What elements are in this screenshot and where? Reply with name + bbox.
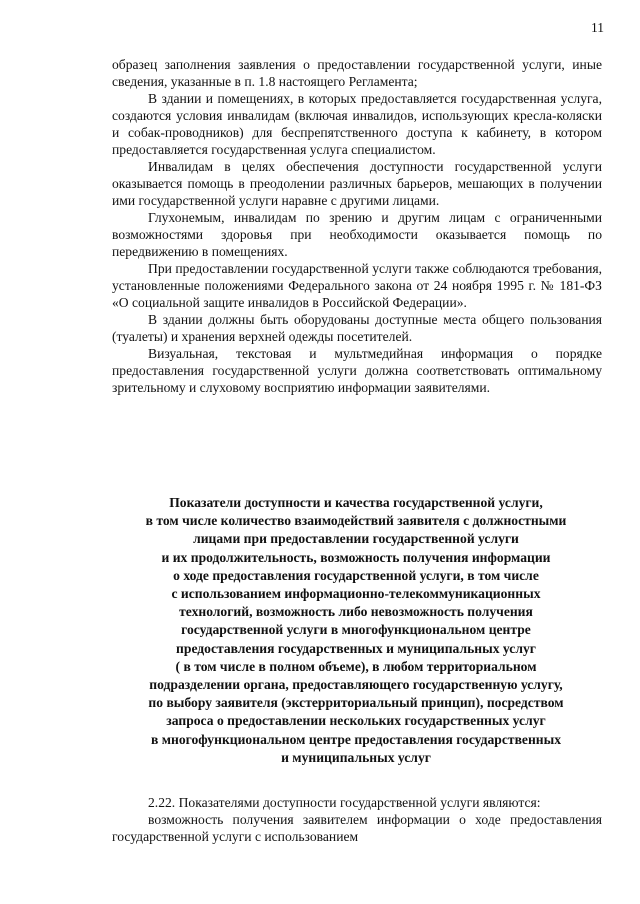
paragraph: В здании и помещениях, в которых предоставляется государственная услуга, создаются условия инвалидам (включая инвалидов, использующих кресла-коляски и собак-проводников) для беспрепятственного доступа к кабинету, в котором предоставляется государственная услуга специалистом. xyxy=(112,91,602,157)
heading-line: государственной услуги в многофункциональном центре xyxy=(181,622,531,638)
page-number: 11 xyxy=(591,20,604,35)
heading-line: и муниципальных услуг xyxy=(281,749,431,765)
section-2-22-item: возможность получения заявителем информации о ходе предоставления государственной услуги с использованием xyxy=(112,812,602,844)
heading-line: о ходе предоставления государственной услуги, в том числе xyxy=(173,567,539,583)
paragraph: В здании должны быть оборудованы доступные места общего пользования (туалеты) и хранения верхней одежды посетителей. xyxy=(112,312,602,344)
section-heading xyxy=(100,494,612,767)
heading-line: в многофункциональном центре предоставления государственных xyxy=(150,731,562,747)
heading-line: ( в том числе в полном объеме), в любом территориальном xyxy=(175,658,537,674)
heading-line: Показатели доступности и качества государственной услуги, xyxy=(169,495,543,510)
paragraph: образец заполнения заявления о предоставлении государственной услуги, иные сведения, указанные в п. 1.8 настоящего Регламента; xyxy=(112,57,602,89)
section-2-22-title: 2.22. Показателями доступности государственной услуги являются: xyxy=(148,795,541,810)
heading-line: технологий, возможность либо невозможность получения xyxy=(179,604,533,620)
heading-line: запроса о предоставлении нескольких государственных услуг xyxy=(166,713,546,729)
heading-line: предоставления государственных и муниципальных услуг xyxy=(176,640,536,656)
heading-line: и их продолжительность, возможность получения информации xyxy=(161,549,551,565)
section-2-22 xyxy=(112,794,602,845)
paragraph: Глухонемым, инвалидам по зрению и другим лицам с ограниченными возможностями здоровья при необходимости оказывается помощь по передвижению в помещениях. xyxy=(112,210,602,259)
heading-line: по выбору заявителя (экстерриториальный принцип), посредством xyxy=(148,695,564,711)
heading-line: лицами при предоставлении государственной услуги xyxy=(193,531,519,547)
heading-line: в том числе количество взаимодействий заявителя с должностными xyxy=(145,513,567,529)
body-text xyxy=(112,56,602,396)
paragraph: Визуальная, текстовая и мультмедийная информация о порядке предоставления государственной услуги должна соответствовать оптимальному зрительному и слуховому восприятию информации заявителями. xyxy=(112,346,602,395)
paragraph: Инвалидам в целях обеспечения доступности государственной услуги оказывается помощь в преодолении различных барьеров, мешающих в получении ими государственной услуги наравне с другими лицами. xyxy=(112,159,602,208)
heading-line: с использованием информационно-телекоммуникационных xyxy=(171,586,541,602)
heading-line: подразделении органа, предоставляющего государственную услугу, xyxy=(149,677,563,693)
paragraph: При предоставлении государственной услуги также соблюдаются требования, установленные положениями Федерального закона от 24 ноября 1995 г. № 181-ФЗ «О социальной защите инвалидов в Российской Федерации». xyxy=(112,261,602,310)
